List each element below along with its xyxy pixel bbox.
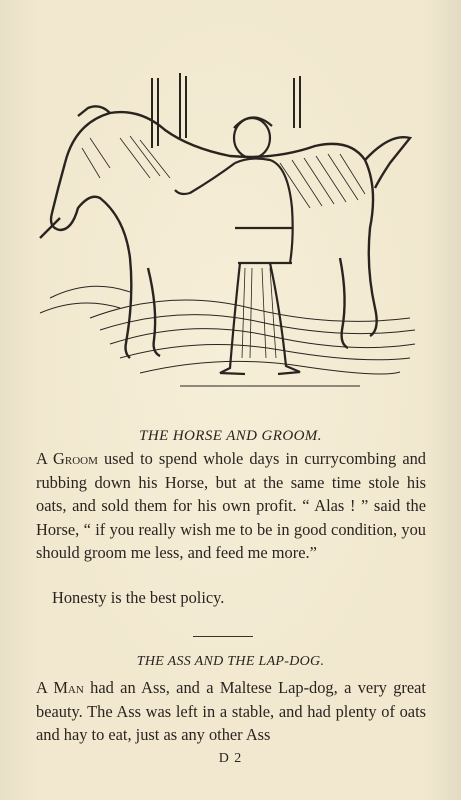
fable-text-horse-and-groom [36,447,426,565]
fable-title-ass-and-lap-dog: THE ASS AND THE LAP-DOG. [136,654,325,669]
opening-word-small-caps: Man [53,678,84,697]
page-signature: D 2 [218,751,243,766]
opening-word-a: A [36,449,47,468]
opening-word-small-caps: Groom [53,449,98,468]
fable-moral: Honesty is the best policy. [52,588,225,607]
fable-body: used to spend whole days in currycombing and rubbing down his Horse, but at the same time stole his oats, and sold them for his own profit. “ Alas ! ” said the Horse, “ if you really wish me to be in good condition, you should groom me less, and feed me more.” [36,449,426,562]
fable-title-horse-and-groom: THE HORSE AND GROOM. [139,428,322,444]
fable-body: had an Ass, and a Maltese Lap-dog, a very great beauty. The Ass was left in a stable, and had plenty of oats and hay to eat, just as any other Ass [36,678,426,744]
section-divider [193,636,253,637]
opening-word-a: A [36,678,47,697]
fable-text-ass-and-lap-dog [36,676,426,747]
horse-and-groom-illustration [30,68,420,398]
